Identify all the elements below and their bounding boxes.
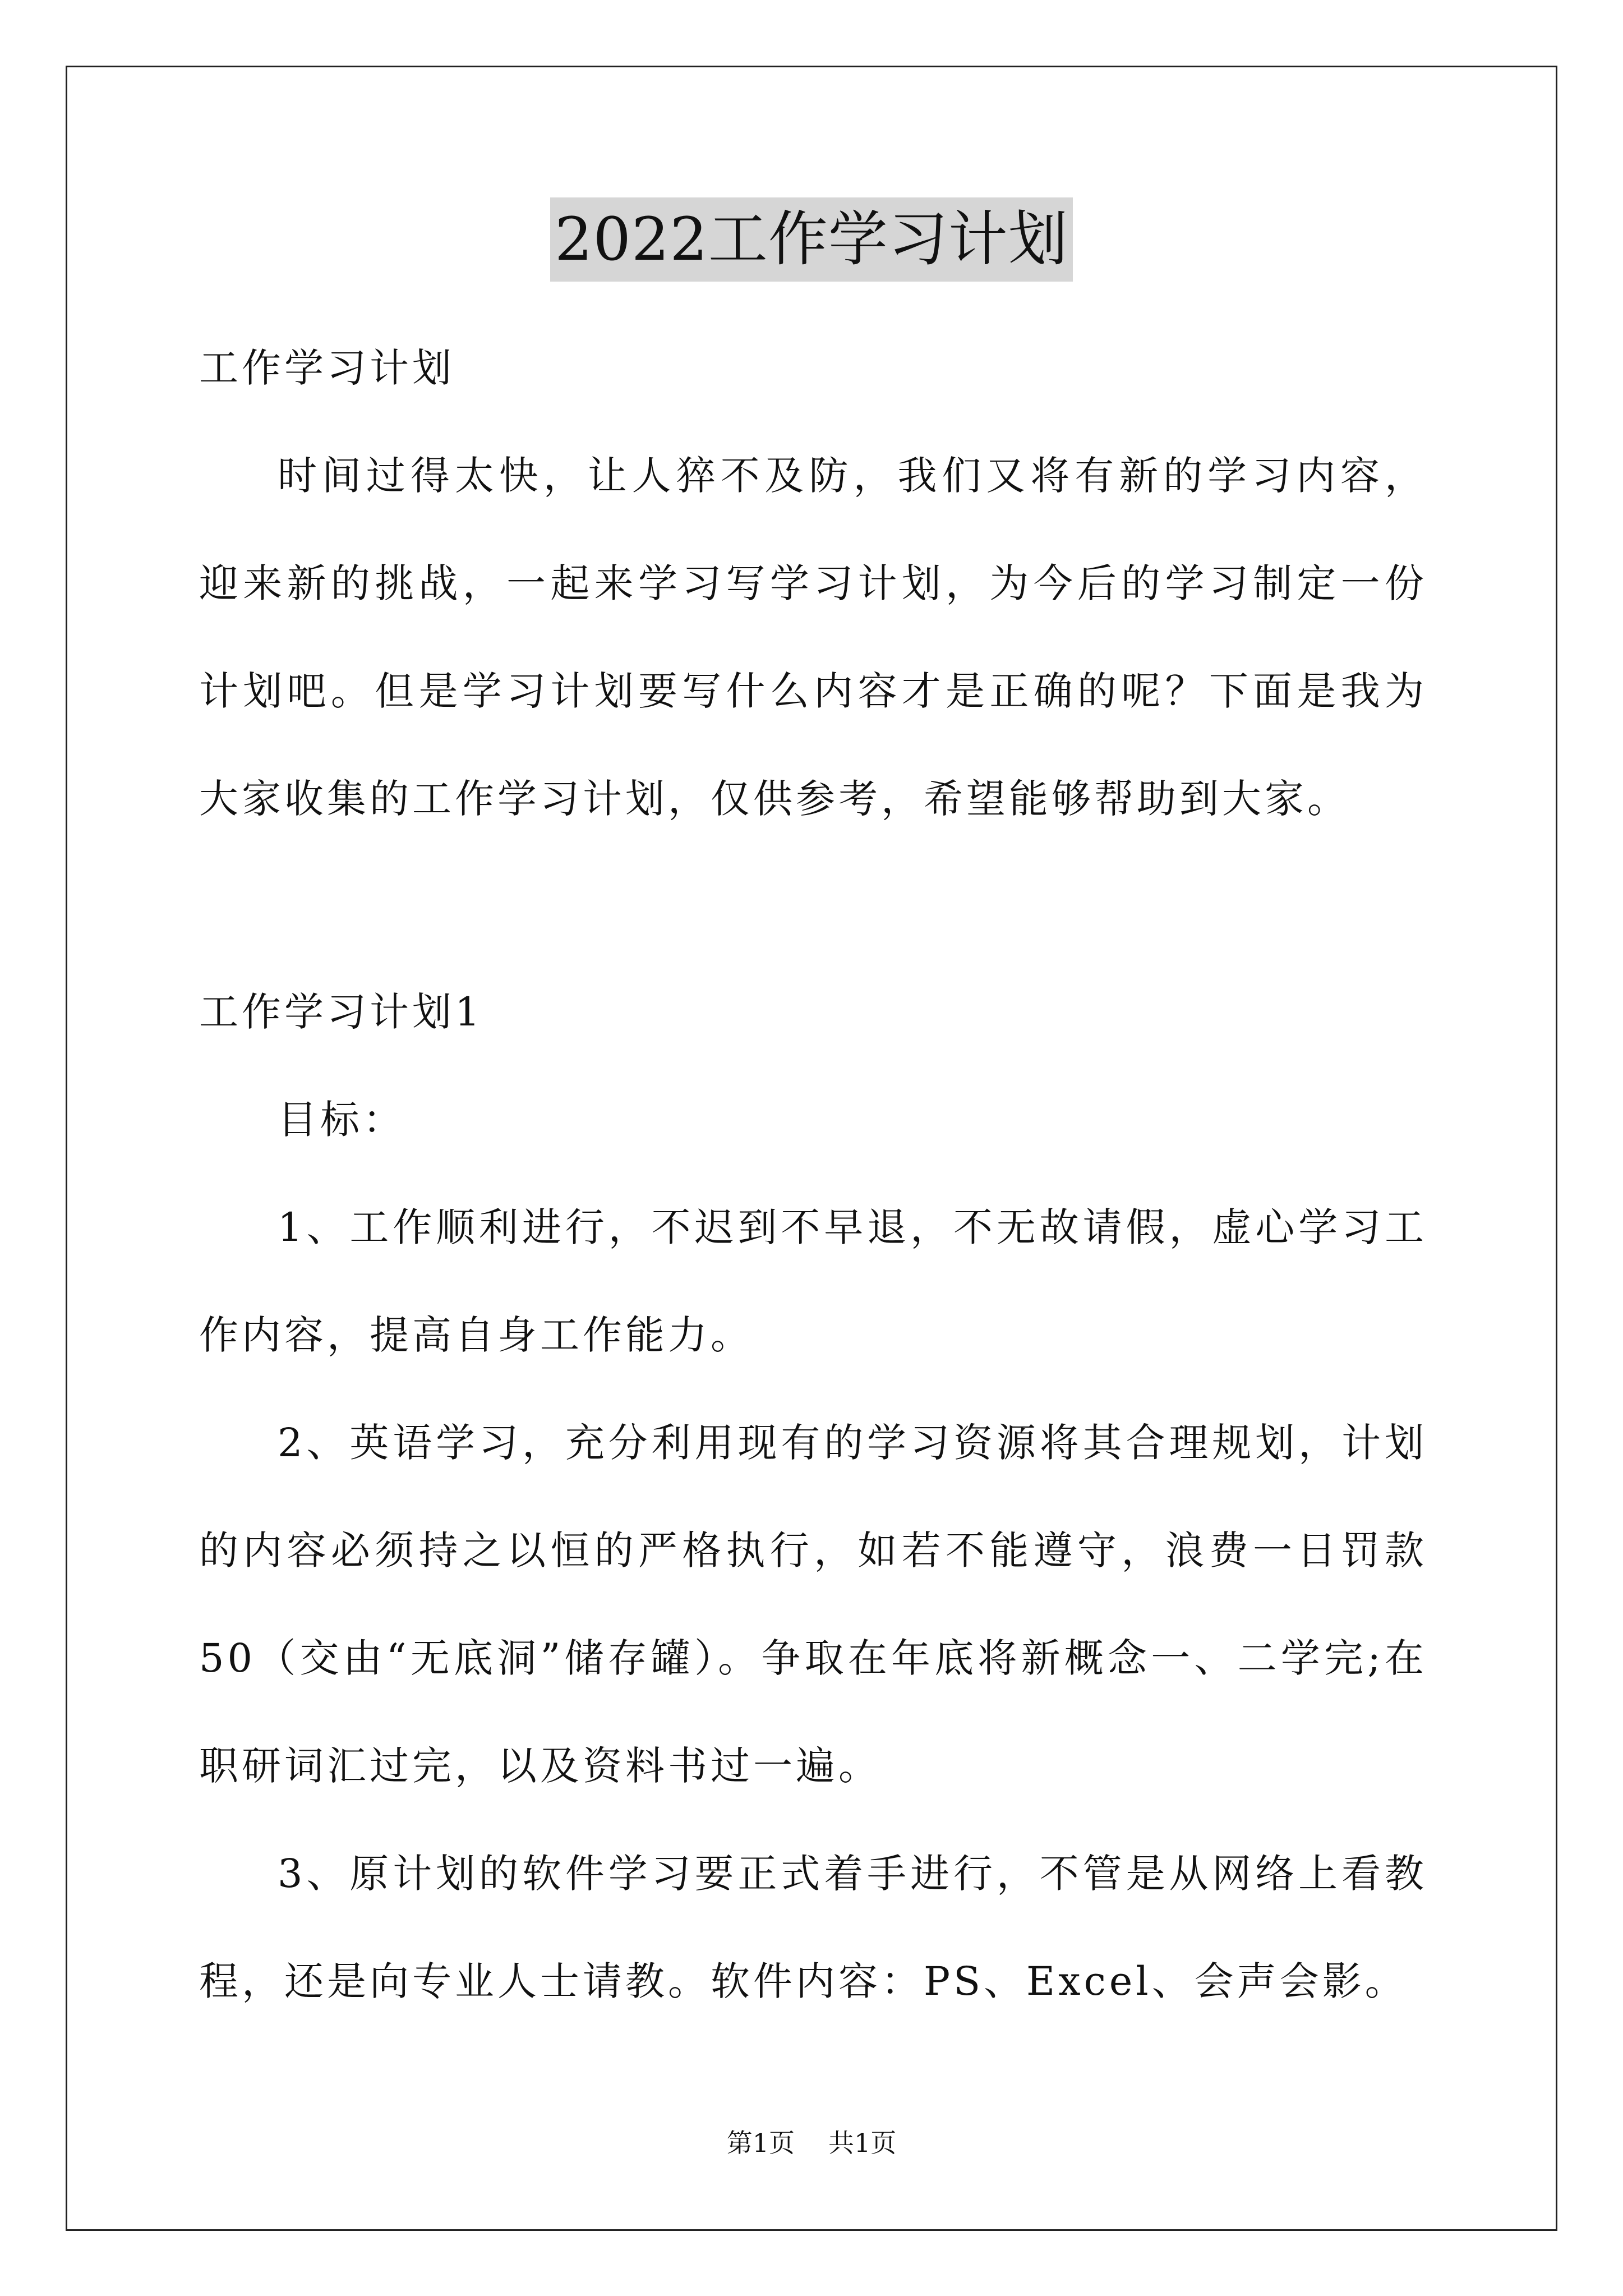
goal-label: 目标： bbox=[278, 1097, 405, 1143]
document-title: 2022工作学习计划 bbox=[550, 197, 1073, 282]
title-area bbox=[0, 197, 1623, 282]
page-number-current: 第1页 bbox=[726, 2128, 795, 2158]
list-item-1: 1、工作顺利进行，不迟到不早退，不无故请假，虚心学习工作内容，提高自身工作能力。 bbox=[199, 1204, 1427, 1358]
list-item-3: 3、原计划的软件学习要正式着手进行，不管是从网络上看教程，还是向专业人士请教。软件内容：PS、Excel、会声会影。 bbox=[199, 1851, 1427, 2004]
page-footer bbox=[0, 2126, 1623, 2160]
list-item-2: 2、英语学习，充分利用现有的学习资源将其合理规划，计划的内容必须持之以恒的严格执行，如若不能遵守，浪费一日罚款50（交由“无底洞”储存罐）。争取在年底将新概念一、二学完;在职研词汇过完，以及资料书过一遍。 bbox=[199, 1420, 1427, 1789]
page-number-total: 共1页 bbox=[828, 2128, 897, 2158]
document-body bbox=[199, 314, 1427, 2035]
intro-paragraph: 时间过得太快，让人猝不及防，我们又将有新的学习内容，迎来新的挑战，一起来学习写学习计划，为今后的学习制定一份计划吧。但是学习计划要写什么内容才是正确的呢？下面是我为大家收集的工作学习计划，仅供参考，希望能够帮助到大家。 bbox=[199, 453, 1427, 822]
subtitle: 工作学习计划 bbox=[199, 345, 455, 391]
section-heading: 工作学习计划1 bbox=[199, 989, 483, 1035]
